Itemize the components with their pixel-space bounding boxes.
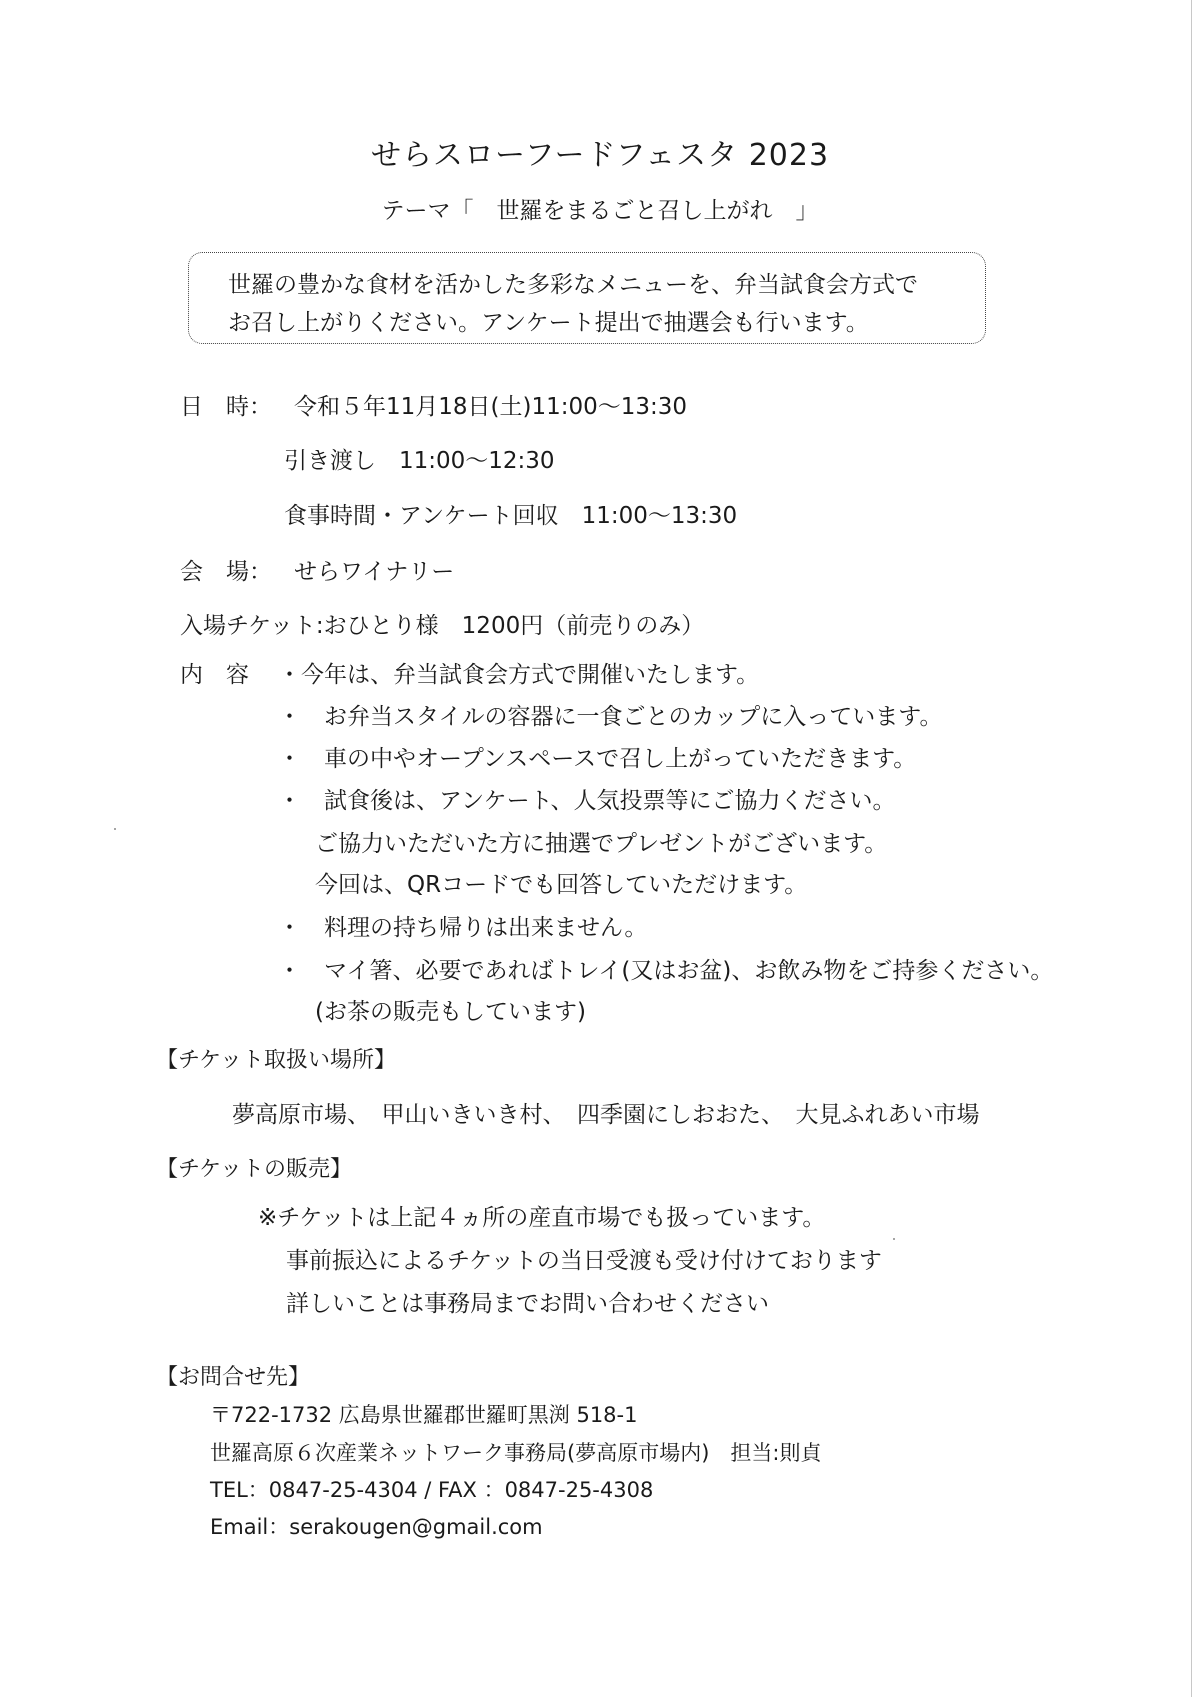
contents-item: ・今年は、弁当試食会方式で開催いたします。 (278, 662, 760, 688)
contact-email: Email：serakougen@gmail.com (210, 1515, 543, 1539)
contact-address: 〒722-1732 広島県世羅郡世羅町黒渕 518-1 (210, 1403, 638, 1427)
contents-item: ・ マイ箸、必要であればトレイ(又はお盆)、お飲み物をご持参ください。 (278, 958, 1054, 984)
theme-line: テーマ「 世羅をまるごと召し上がれ 」 (381, 198, 819, 224)
contents-item: ・ お弁当スタイルの容器に一食ごとのカップに入っています。 (278, 704, 943, 730)
contact-heading: 【お問合せ先】 (156, 1365, 311, 1390)
ticket-sales-heading: 【チケットの販売】 (156, 1157, 353, 1182)
schedule-label: 日 時： (180, 394, 272, 420)
contents-item: ・ 料理の持ち帰りは出来ません。 (278, 915, 648, 941)
ticket-locations-value: 夢高原市場、 甲山いきいき村、 四季園にしおおた、 大見ふれあい市場 (232, 1102, 980, 1128)
contents-item: ・ 試食後は、アンケート、人気投票等にご協力ください。 (278, 788, 896, 814)
contents-item: ・ 車の中やオープンスペースで召し上がっていただきます。 (278, 746, 917, 772)
ticket-locations-heading: 【チケット取扱い場所】 (156, 1048, 397, 1073)
contents-label: 内 容 (180, 662, 249, 688)
schedule-meal: 食事時間・アンケート回収 11:00～13:30 (284, 503, 738, 529)
ticket-sales-line: 詳しいことは事務局までお問い合わせください (286, 1291, 769, 1317)
scan-edge-line (1191, 0, 1192, 1697)
contents-item: (お茶の販売もしています) (315, 999, 586, 1025)
scan-speck (114, 828, 116, 830)
ticket-sales-line: 事前振込によるチケットの当日受渡も受け付けております (286, 1248, 882, 1274)
contact-phone: TEL：0847-25-4304 / FAX ：0847-25-4308 (210, 1478, 654, 1502)
schedule-handover: 引き渡し 11:00～12:30 (284, 448, 555, 474)
venue-label: 会 場： (180, 559, 272, 585)
page-title: せらスローフードフェスタ 2023 (370, 138, 830, 173)
contents-item: 今回は、QRコードでも回答していただけます。 (315, 872, 808, 898)
ticket-sales-line: ※チケットは上記４ヵ所の産直市場でも扱っています。 (258, 1205, 826, 1231)
intro-line-2: お召し上がりください。アンケート提出で抽選会も行います。 (228, 310, 869, 336)
intro-line-1: 世羅の豊かな食材を活かした多彩なメニューを、弁当試食会方式で (228, 272, 918, 298)
ticket-price: 入場チケット:おひとり様 1200円（前売りのみ） (180, 613, 705, 639)
venue-value: せらワイナリー (294, 559, 455, 585)
contact-office: 世羅高原６次産業ネットワーク事務局(夢高原市場内) 担当:則貞 (210, 1441, 822, 1465)
schedule-main: 令和５年11月18日(土)11:00～13:30 (294, 394, 688, 420)
scan-speck (893, 1238, 895, 1240)
contents-item: ご協力いただいた方に抽選でプレゼントがございます。 (315, 831, 888, 857)
